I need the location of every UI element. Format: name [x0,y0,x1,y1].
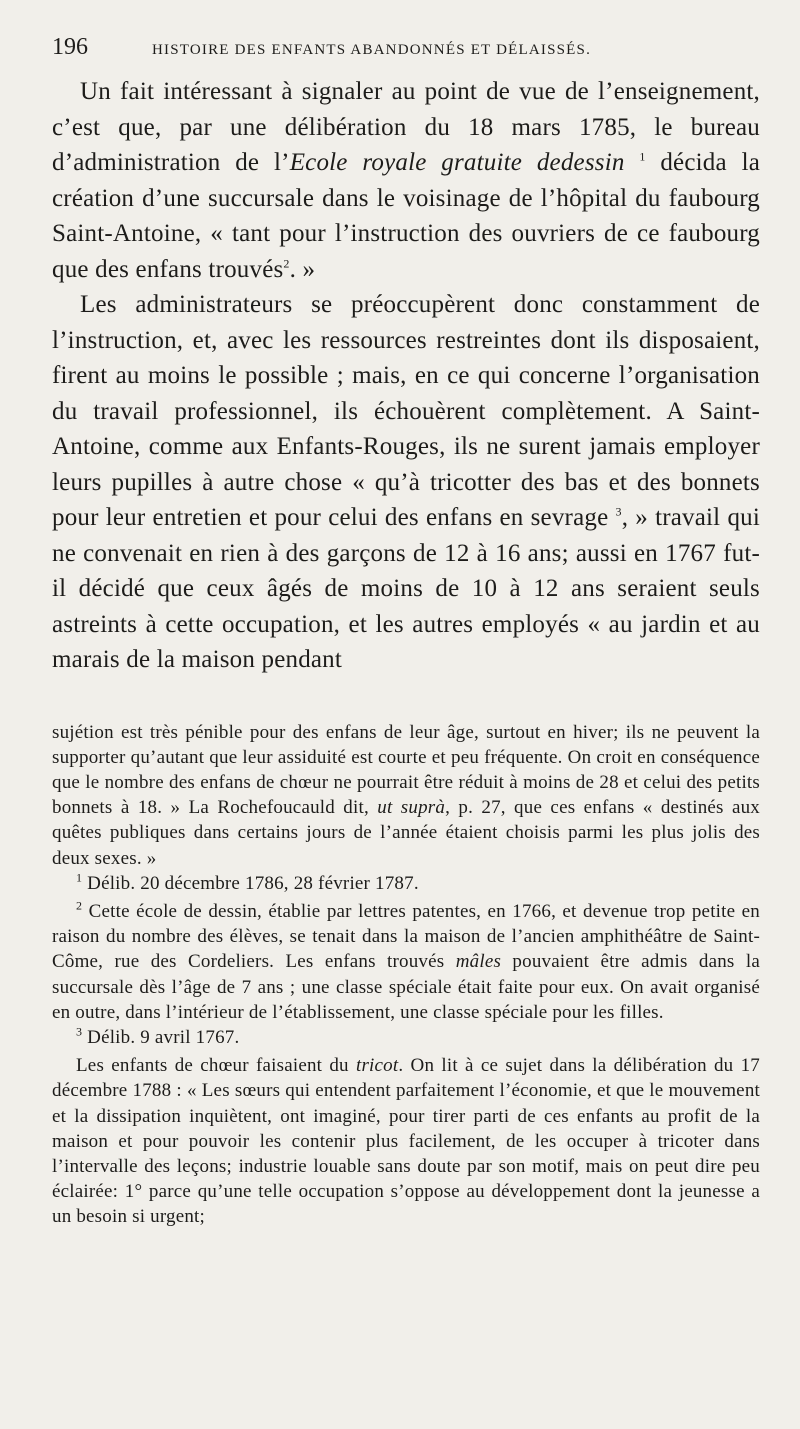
footnote-continued: sujétion est très pénible pour des enfans de leur âge, surtout en hiver; ils ne peuvent la supporter qu’autant que leur assiduité est courte et peu fréquente. On croit en conséquence que le nombre des enfans de chœur ne pourrait être réduit à moins de 28 et celui des petits bonnets à 18. » La Rochefoucauld dit, ut suprà, p. 27, que ces enfans « destinés aux quêtes publiques dans certains jours de l’année étaient choisis parmi les plus jolis des deux sexes. » [52,721,761,869]
footnote-ref-2: 2 [283,256,290,271]
footnote-3: $^3$ Délib. 9 avril 1767. [76,1024,240,1048]
school-name: Ecole royale gratuite dedessin [289,149,625,176]
footnote-3-continued: Les enfants de chœur faisaient du tricot. On lit à ce sujet dans la délibération du 17 décembre 1788 : « Les sœurs qui entendent parfaitement l’économie, et que le mouvement et la dissipation inquiètent, ont imaginé, pour tirer parti de ces enfants au profit de la maison et pour pouvoir les contenir plus facilement, de les occuper à tricoter dans l’intervalle des leçons; industrie louable sans doute par son motif, mais on peut dire peu éclairée: 1° parce qu’une telle occupation s’oppose au développement dont la jeunesse a un besoin si urgent; [52,1055,760,1228]
footnote-1: $^1$ Délib. 20 décembre 1786, 28 février 1787. [76,870,419,894]
paragraph-1: Un fait intéressant à signaler au point de vue de l’enseignement, c’est que, par une délibération du 18 mars 1785, le bureau d’administration de l’Ecole royale gratuite dedessin $^1$ décida la création d’une succursale dans le voisinage de l’hôpital du faubourg Saint-Antoine, « tant pour l’instruction des ouvriers de ce faubourg que des enfans trouvés$^2$. » [52,78,761,283]
paragraph-2: Les administrateurs se préoccupèrent donc constamment de l’instruction, et, avec les ressources restreintes dont ils disposaient, firent au moins le possible ; mais, en ce qui concerne l’organisation du travail professionnel, ils échouèrent complètement. A Saint-Antoine, comme aux Enfants-Rouges, ils ne surent jamais employer leurs pupilles à autre chose « qu’à tricotter des bas et des bonnets pour leur entretien et pour celui des enfans en sevrage $^3$, » travail qui ne convenait en rien à des garçons de 12 à 16 ans; aussi en 1767 fut-il décidé que ceux âgés de moins de 10 à 12 ans seraient seuls astreints à cette occupation, et les autres employés « au jardin et au marais de la maison pendant [52,291,760,673]
footnotes [52,720,760,1230]
running-head [52,34,760,74]
footnote-2: $^2$ Cette école de dessin, établie par lettres patentes, en 1766, et devenue trop petite en raison du nombre des élèves, se tenait dans la maison de l’ancien amphithéâtre de Saint-Côme, rue des Cordeliers. Les enfans trouvés mâles pouvaient être admis dans la succursale dès l’âge de 7 ans ; une classe spéciale était faite pour eux. On avait organisé en outre, dans l’intérieur de l’établissement, une classe spéciale pour les filles. [52,898,761,1023]
main-text [52,74,760,678]
running-title: HISTOIRE DES ENFANTS ABANDONNÉS ET DÉLAISSÉS. [152,42,592,58]
footnote-ref-3: 3 [615,504,622,519]
footnote-ref-1: 1 [639,149,646,164]
page-number: 196 [52,34,88,60]
